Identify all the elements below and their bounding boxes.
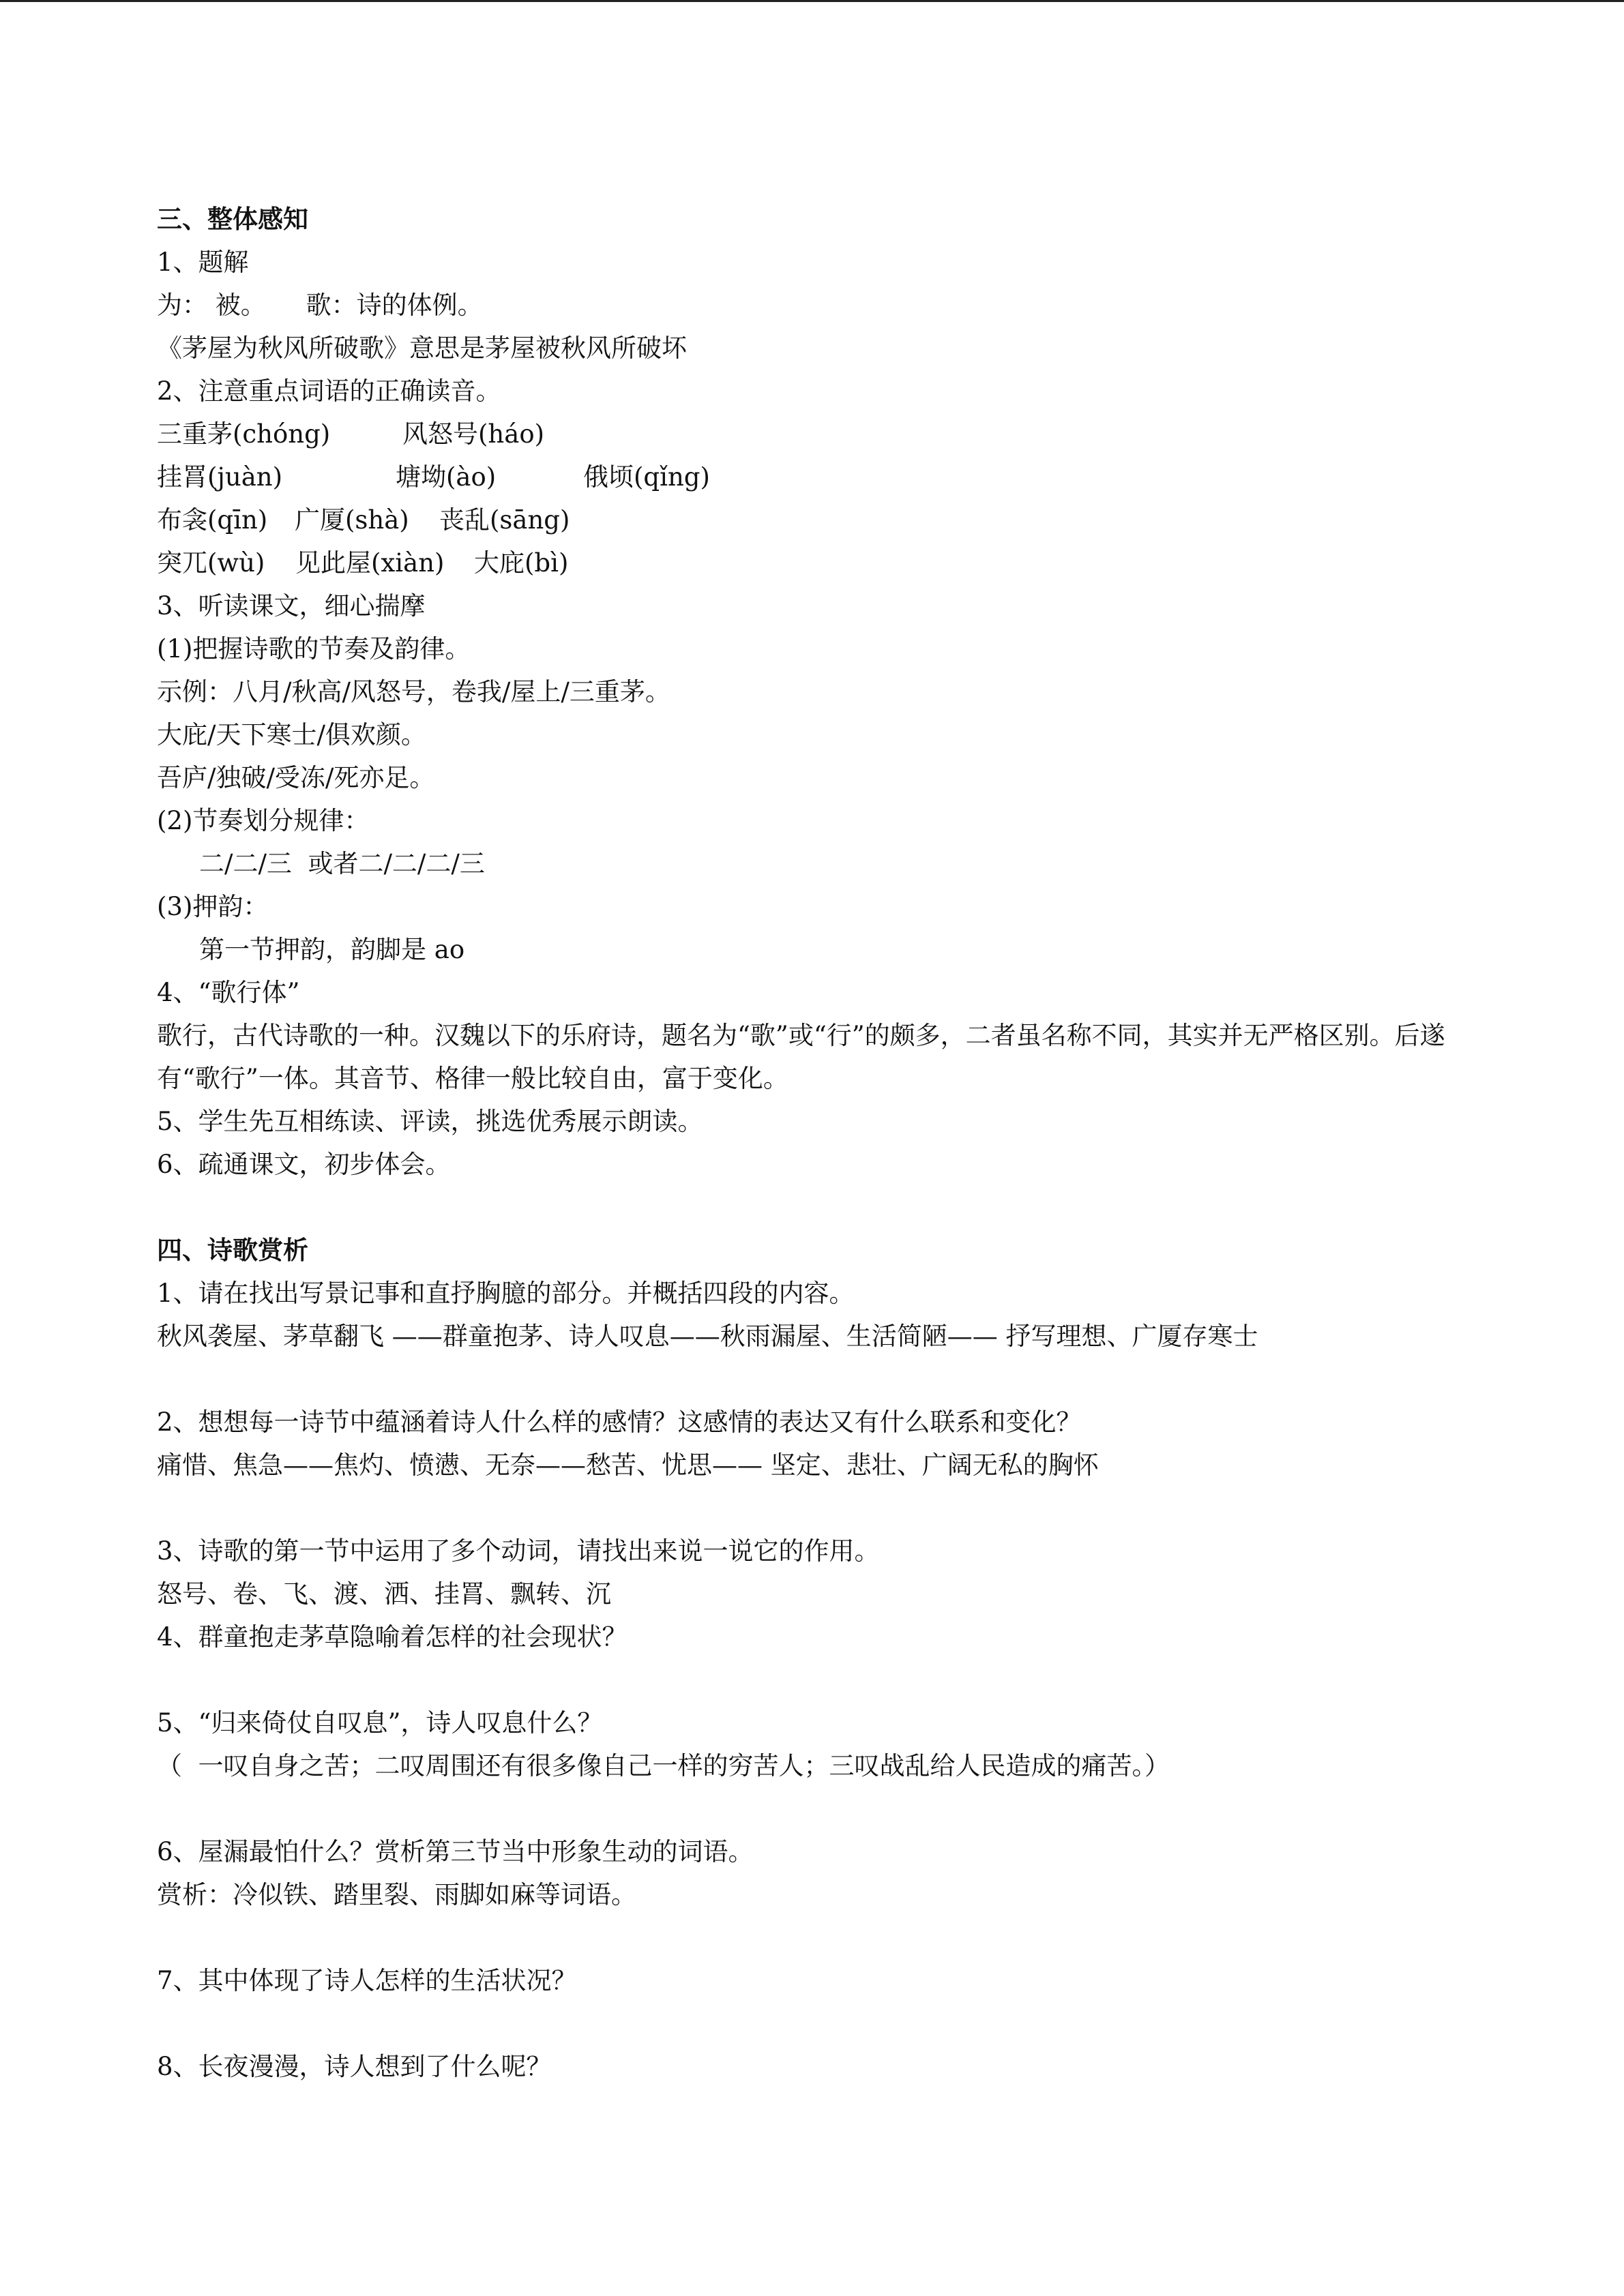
top-border-line — [0, 0, 1624, 2]
topic-explanation-line-2: 《茅屋为秋风所破歌》意思是茅屋被秋风所破坏 — [157, 333, 687, 363]
spacer — [157, 1358, 1507, 1401]
answer-1: 秋风袭屋、茅草翻飞 ——群童抱茅、诗人叹息——秋雨漏屋、生活简陋—— 抒写理想、广厦存寒士 — [157, 1322, 1258, 1351]
item-title-gexing-style: 4、“歌行体” — [157, 978, 300, 1007]
item-title-topic-explanation: 1、题解 — [157, 248, 249, 277]
question-8: 8、长夜漫漫，诗人想到了什么呢？ — [157, 2052, 552, 2081]
pronunciation-word: 突兀(wù) — [157, 548, 265, 578]
section-heading-overall-perception: 三、整体感知 — [157, 204, 308, 234]
pronunciation-row-4 — [157, 541, 1507, 584]
rhythm-example-3: 吾庐/独破/受冻/死亦足。 — [157, 763, 435, 792]
pronunciation-word: 俄顷(qǐng) — [583, 462, 710, 492]
question-4: 4、群童抱走茅草隐喻着怎样的社会现状？ — [157, 1622, 628, 1652]
pronunciation-word: 广厦(shà) — [295, 505, 409, 535]
item-title-listen-read: 3、听读课文，细心揣摩 — [157, 591, 426, 621]
subitem-rhythm: (1)把握诗歌的节奏及韵律。 — [157, 634, 471, 664]
spacer — [157, 1186, 1507, 1229]
pronunciation-word: 见此屋(xiàn) — [295, 548, 445, 578]
answer-6: 赏析：冷似铁、踏里裂、雨脚如麻等词语。 — [157, 1880, 636, 1909]
item-practice-reading: 5、学生先互相练读、评读，挑选优秀展示朗读。 — [157, 1107, 703, 1136]
answer-2: 痛惜、焦急——焦灼、愤懑、无奈——愁苦、忧思—— 坚定、悲壮、广阔无私的胸怀 — [157, 1450, 1099, 1480]
answer-3: 怒号、卷、飞、渡、洒、挂罥、飘转、沉 — [157, 1579, 611, 1609]
pronunciation-word: 大庇(bì) — [474, 548, 569, 578]
pronunciation-word: 布衾(qīn) — [157, 505, 268, 535]
question-3: 3、诗歌的第一节中运用了多个动词，请找出来说一说它的作用。 — [157, 1536, 880, 1566]
spacer — [157, 1658, 1507, 1701]
rhythm-rule-text: 二/二/三 或者二/二/二/三 — [199, 849, 485, 878]
question-5: 5、“归来倚仗自叹息”，诗人叹息什么？ — [157, 1708, 603, 1738]
item-understand-text: 6、疏通课文，初步体会。 — [157, 1150, 451, 1179]
pronunciation-row-1 — [157, 413, 1507, 456]
spacer — [157, 2002, 1507, 2045]
rhythm-example-1: 示例：八月/秋高/风怒号，卷我/屋上/三重茅。 — [157, 677, 670, 706]
pronunciation-word: 塘坳(ào) — [396, 462, 497, 492]
rhythm-example-2: 大庇/天下寒士/俱欢颜。 — [157, 720, 426, 749]
question-6: 6、屋漏最怕什么？赏析第三节当中形象生动的词语。 — [157, 1837, 754, 1866]
item-title-pronunciation: 2、注意重点词语的正确读音。 — [157, 376, 501, 406]
question-2: 2、想想每一诗节中蕴涵着诗人什么样的感情？这感情的表达又有什么联系和变化？ — [157, 1407, 1082, 1437]
pronunciation-row-2 — [157, 456, 1507, 498]
topic-explanation-line-1: 为： 被。 歌：诗的体例。 — [157, 290, 483, 320]
subitem-rhythm-rule: (2)节奏划分规律： — [157, 806, 370, 835]
pronunciation-word: 风怒号(háo) — [402, 419, 545, 449]
pronunciation-word: 三重茅(chóng) — [157, 419, 331, 449]
spacer — [157, 1487, 1507, 1530]
question-7: 7、其中体现了诗人怎样的生活状况？ — [157, 1966, 577, 1995]
question-1: 1、请在找出写景记事和直抒胸臆的部分。并概括四段的内容。 — [157, 1279, 855, 1308]
subitem-rhyme: (3)押韵： — [157, 892, 269, 921]
document-body — [157, 198, 1507, 2088]
pronunciation-word: 丧乱(sāng) — [439, 505, 570, 535]
spacer — [157, 1787, 1507, 1830]
pronunciation-word: 挂罥(juàn) — [157, 462, 283, 492]
answer-5: （ 一叹自身之苦；二叹周围还有很多像自己一样的穷苦人；三叹战乱给人民造成的痛苦。） — [157, 1751, 1170, 1780]
gexing-style-paragraph: 歌行，古代诗歌的一种。汉魏以下的乐府诗，题名为“歌”或“行”的颇多，二者虽名称不同，其实并无严格区别。后遂有“歌行”一体。其音节、格律一般比较自由，富于变化。 — [157, 1021, 1445, 1093]
section-heading-poetry-appreciation: 四、诗歌赏析 — [157, 1235, 308, 1265]
spacer — [157, 1916, 1507, 1959]
pronunciation-row-3 — [157, 498, 1507, 541]
rhyme-text: 第一节押韵，韵脚是 ao — [199, 935, 465, 964]
